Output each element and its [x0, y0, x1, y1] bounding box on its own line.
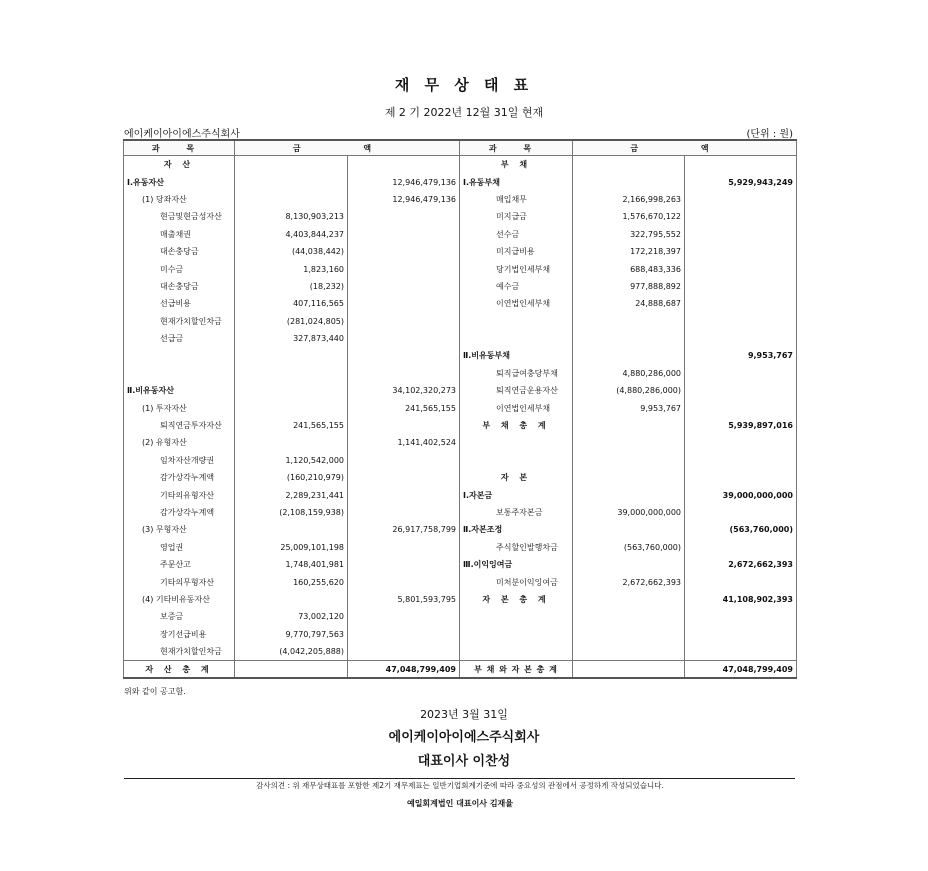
right-account-name — [460, 313, 573, 330]
right-detail-amount: 977,888,892 — [573, 278, 685, 295]
left-account-name — [124, 365, 235, 382]
left-account-name — [124, 347, 235, 364]
total-assets-value: 47,048,799,409 — [348, 661, 460, 679]
left-account-name: 보증금 — [124, 608, 235, 625]
right-detail-amount — [573, 556, 685, 573]
right-account-name: 퇴직연금운용자산 — [460, 382, 573, 399]
right-subtotal-amount: 2,672,662,393 — [685, 556, 797, 573]
table-row — [124, 173, 797, 190]
company-name: 에이케이아이에스주식회사 — [124, 129, 240, 140]
right-subtotal-amount — [685, 226, 797, 243]
right-account-name: 이연법인세부채 — [460, 399, 573, 416]
right-detail-amount: 4,880,286,000 — [573, 365, 685, 382]
right-subtotal-amount — [685, 573, 797, 590]
left-detail-amount: (281,024,805) — [235, 313, 348, 330]
right-account-name — [460, 452, 573, 469]
left-subtotal-amount — [348, 330, 460, 347]
left-detail-amount — [235, 521, 348, 538]
auditor-name: 예일회계법인 대표이사 김재율 — [406, 799, 514, 808]
total-assets-empty — [235, 661, 348, 679]
table-header-row — [124, 140, 797, 156]
left-subtotal-amount — [348, 208, 460, 225]
right-detail-amount — [573, 643, 685, 661]
right-subtotal-amount — [685, 156, 797, 174]
right-account-name: 주식할인발행차금 — [460, 539, 573, 556]
left-account-name: 주문산고 — [124, 556, 235, 573]
right-account-name: 예수금 — [460, 278, 573, 295]
total-assets-label: 자 산 총 계 — [124, 661, 235, 679]
left-subtotal-amount — [348, 313, 460, 330]
left-account-name: Ⅰ.유동자산 — [124, 173, 235, 190]
right-account-name: Ⅲ.이익잉여금 — [460, 556, 573, 573]
left-subtotal-amount — [348, 260, 460, 277]
left-account-name: 장기선급비용 — [124, 626, 235, 643]
left-subtotal-amount — [348, 469, 460, 486]
table-row — [124, 313, 797, 330]
right-account-name: 퇴직급여충당부채 — [460, 365, 573, 382]
publication-note: 위와 같이 공고함. — [124, 687, 186, 696]
header-left-amount: 금 액 — [235, 140, 460, 156]
left-subtotal-amount — [348, 295, 460, 312]
left-detail-amount — [235, 365, 348, 382]
table-row — [124, 382, 797, 399]
right-detail-amount — [573, 173, 685, 190]
table-row — [124, 469, 797, 486]
left-account-name: 대손충당금 — [124, 278, 235, 295]
left-account-name: 감가상각누계액 — [124, 469, 235, 486]
left-subtotal-amount: 12,946,479,136 — [348, 191, 460, 208]
left-account-name: (1) 투자자산 — [124, 399, 235, 416]
left-account-name: 매출채권 — [124, 226, 235, 243]
left-subtotal-amount — [348, 486, 460, 503]
left-detail-amount: 1,748,401,981 — [235, 556, 348, 573]
right-account-name: 선수금 — [460, 226, 573, 243]
table-row — [124, 452, 797, 469]
right-detail-amount: 172,218,397 — [573, 243, 685, 260]
right-subtotal-amount: 5,929,943,249 — [685, 173, 797, 190]
table-row — [124, 556, 797, 573]
left-detail-amount: 73,002,120 — [235, 608, 348, 625]
left-subtotal-amount — [348, 226, 460, 243]
right-account-name: 당기법인세부채 — [460, 260, 573, 277]
right-subtotal-amount: 41,108,902,393 — [685, 591, 797, 608]
period-subtitle: 제 2 기 2022년 12월 31일 현재 — [384, 106, 544, 119]
left-detail-amount: 2,289,231,441 — [235, 486, 348, 503]
left-detail-amount — [235, 382, 348, 399]
left-account-name: (3) 무형자산 — [124, 521, 235, 538]
table-row — [124, 643, 797, 661]
left-account-name: 기타의유형자산 — [124, 486, 235, 503]
right-detail-amount: 9,953,767 — [573, 399, 685, 416]
divider — [124, 778, 795, 779]
total-liab-equity-label: 부 채 와 자 본 총 계 — [460, 661, 573, 679]
left-detail-amount: 407,116,565 — [235, 295, 348, 312]
right-detail-amount: 1,576,670,122 — [573, 208, 685, 225]
left-account-name: 퇴직연금투자자산 — [124, 417, 235, 434]
left-subtotal-amount — [348, 452, 460, 469]
right-detail-amount — [573, 434, 685, 451]
left-account-name: (4) 기타비유동자산 — [124, 591, 235, 608]
right-subtotal-amount — [685, 469, 797, 486]
table-row — [124, 521, 797, 538]
publication-date: 2023년 3월 31일 — [420, 708, 508, 721]
left-detail-amount: 25,009,101,198 — [235, 539, 348, 556]
totals-row — [124, 661, 797, 679]
right-subtotal-amount — [685, 313, 797, 330]
left-account-name: 현금및현금성자산 — [124, 208, 235, 225]
right-subtotal-amount — [685, 399, 797, 416]
right-account-name: 자 본 총 계 — [460, 591, 573, 608]
right-detail-amount: 24,888,687 — [573, 295, 685, 312]
right-account-name: Ⅰ.유동부채 — [460, 173, 573, 190]
right-subtotal-amount — [685, 539, 797, 556]
left-detail-amount — [235, 347, 348, 364]
right-detail-amount: 322,795,552 — [573, 226, 685, 243]
right-subtotal-amount: 9,953,767 — [685, 347, 797, 364]
left-detail-amount — [235, 434, 348, 451]
left-detail-amount — [235, 156, 348, 174]
right-subtotal-amount — [685, 643, 797, 661]
table-row — [124, 608, 797, 625]
table-row — [124, 191, 797, 208]
left-detail-amount: 1,823,160 — [235, 260, 348, 277]
table-row — [124, 330, 797, 347]
right-account-name: 부 채 — [460, 156, 573, 174]
right-account-name: 미처분이익잉여금 — [460, 573, 573, 590]
left-subtotal-amount — [348, 556, 460, 573]
right-detail-amount — [573, 626, 685, 643]
right-detail-amount — [573, 591, 685, 608]
right-detail-amount — [573, 347, 685, 364]
left-account-name: 대손충당금 — [124, 243, 235, 260]
right-detail-amount — [573, 330, 685, 347]
right-account-name: 미지급금 — [460, 208, 573, 225]
right-subtotal-amount — [685, 626, 797, 643]
table-row — [124, 434, 797, 451]
left-subtotal-amount: 34,102,320,273 — [348, 382, 460, 399]
table-row — [124, 156, 797, 174]
left-account-name: 선급금 — [124, 330, 235, 347]
right-detail-amount — [573, 608, 685, 625]
left-detail-amount: (44,038,442) — [235, 243, 348, 260]
right-subtotal-amount — [685, 191, 797, 208]
audit-opinion: 감사의견 : 위 재무상태표를 포함한 제2기 재무제표는 일반기업회계기준에 따라 중요성의 관점에서 공정하게 작성되었습니다. — [256, 781, 664, 790]
header-right-amount: 금 액 — [573, 140, 797, 156]
left-detail-amount: (18,232) — [235, 278, 348, 295]
right-account-name — [460, 330, 573, 347]
table-row — [124, 573, 797, 590]
right-detail-amount: (4,880,286,000) — [573, 382, 685, 399]
left-subtotal-amount — [348, 539, 460, 556]
table-row — [124, 347, 797, 364]
left-account-name: (2) 유형자산 — [124, 434, 235, 451]
left-account-name: 미수금 — [124, 260, 235, 277]
right-detail-amount — [573, 156, 685, 174]
left-detail-amount: 1,120,542,000 — [235, 452, 348, 469]
right-subtotal-amount: 5,939,897,016 — [685, 417, 797, 434]
right-subtotal-amount: 39,000,000,000 — [685, 486, 797, 503]
left-subtotal-amount — [348, 643, 460, 661]
left-subtotal-amount: 241,565,155 — [348, 399, 460, 416]
table-row — [124, 486, 797, 503]
table-row — [124, 417, 797, 434]
right-subtotal-amount — [685, 295, 797, 312]
right-account-name — [460, 608, 573, 625]
right-detail-amount: 2,672,662,393 — [573, 573, 685, 590]
left-account-name: 선급비용 — [124, 295, 235, 312]
right-detail-amount: (563,760,000) — [573, 539, 685, 556]
right-detail-amount — [573, 469, 685, 486]
right-subtotal-amount — [685, 330, 797, 347]
balance-sheet-table — [123, 139, 797, 679]
signature-company: 에이케이아이에스주식회사 — [388, 730, 540, 745]
right-account-name: 보통주자본금 — [460, 504, 573, 521]
total-liab-equity-empty — [573, 661, 685, 679]
table-row — [124, 626, 797, 643]
right-account-name: 부 채 총 계 — [460, 417, 573, 434]
right-account-name — [460, 643, 573, 661]
left-detail-amount: 327,873,440 — [235, 330, 348, 347]
right-subtotal-amount — [685, 278, 797, 295]
table-row — [124, 260, 797, 277]
left-subtotal-amount — [348, 365, 460, 382]
header-right-account: 과 목 — [460, 140, 573, 156]
left-detail-amount: 9,770,797,563 — [235, 626, 348, 643]
table-row — [124, 591, 797, 608]
right-detail-amount — [573, 417, 685, 434]
left-detail-amount — [235, 173, 348, 190]
left-account-name: 자 산 — [124, 156, 235, 174]
right-detail-amount — [573, 486, 685, 503]
left-subtotal-amount: 26,917,758,799 — [348, 521, 460, 538]
left-detail-amount — [235, 399, 348, 416]
signature-representative: 대표이사 이찬성 — [417, 754, 511, 769]
left-subtotal-amount — [348, 347, 460, 364]
left-detail-amount: 4,403,844,237 — [235, 226, 348, 243]
right-subtotal-amount — [685, 434, 797, 451]
right-subtotal-amount: (563,760,000) — [685, 521, 797, 538]
header-left-account: 과 목 — [124, 140, 235, 156]
left-detail-amount: 241,565,155 — [235, 417, 348, 434]
table-row — [124, 208, 797, 225]
left-account-name: 영업권 — [124, 539, 235, 556]
right-detail-amount: 688,483,336 — [573, 260, 685, 277]
right-account-name: Ⅱ.자본조정 — [460, 521, 573, 538]
left-subtotal-amount — [348, 278, 460, 295]
right-subtotal-amount — [685, 608, 797, 625]
right-subtotal-amount — [685, 382, 797, 399]
left-detail-amount: (2,108,159,938) — [235, 504, 348, 521]
right-account-name: 이연법인세부채 — [460, 295, 573, 312]
left-subtotal-amount: 1,141,402,524 — [348, 434, 460, 451]
left-subtotal-amount: 12,946,479,136 — [348, 173, 460, 190]
left-subtotal-amount — [348, 243, 460, 260]
right-account-name: 미지급비용 — [460, 243, 573, 260]
left-account-name: (1) 당좌자산 — [124, 191, 235, 208]
left-detail-amount — [235, 191, 348, 208]
left-account-name: 임차자산개량권 — [124, 452, 235, 469]
left-subtotal-amount — [348, 504, 460, 521]
right-detail-amount — [573, 521, 685, 538]
right-account-name: Ⅰ.자본금 — [460, 486, 573, 503]
right-detail-amount: 39,000,000,000 — [573, 504, 685, 521]
left-account-name: 현재가치할인차금 — [124, 643, 235, 661]
left-subtotal-amount — [348, 156, 460, 174]
left-subtotal-amount: 5,801,593,795 — [348, 591, 460, 608]
right-subtotal-amount — [685, 260, 797, 277]
left-detail-amount: (160,210,979) — [235, 469, 348, 486]
unit-label: (단위 : 원) — [746, 129, 793, 140]
right-detail-amount — [573, 452, 685, 469]
table-row — [124, 226, 797, 243]
left-account-name: Ⅱ.비유동자산 — [124, 382, 235, 399]
left-account-name: 감가상각누계액 — [124, 504, 235, 521]
right-subtotal-amount — [685, 504, 797, 521]
total-liab-equity-value: 47,048,799,409 — [685, 661, 797, 679]
left-subtotal-amount — [348, 417, 460, 434]
table-row — [124, 539, 797, 556]
left-account-name: 현재가치할인차금 — [124, 313, 235, 330]
right-account-name: 매입채무 — [460, 191, 573, 208]
right-account-name — [460, 434, 573, 451]
left-detail-amount: (4,042,205,888) — [235, 643, 348, 661]
right-subtotal-amount — [685, 452, 797, 469]
left-detail-amount: 160,255,620 — [235, 573, 348, 590]
table-row — [124, 243, 797, 260]
right-subtotal-amount — [685, 208, 797, 225]
left-account-name: 기타의무형자산 — [124, 573, 235, 590]
left-subtotal-amount — [348, 608, 460, 625]
table-row — [124, 365, 797, 382]
left-detail-amount: 8,130,903,213 — [235, 208, 348, 225]
right-subtotal-amount — [685, 365, 797, 382]
left-subtotal-amount — [348, 573, 460, 590]
table-row — [124, 295, 797, 312]
right-subtotal-amount — [685, 243, 797, 260]
right-account-name: Ⅱ.비유동부채 — [460, 347, 573, 364]
document-title: 재 무 상 태 표 — [394, 76, 534, 94]
left-detail-amount — [235, 591, 348, 608]
left-subtotal-amount — [348, 626, 460, 643]
table-row — [124, 278, 797, 295]
table-row — [124, 504, 797, 521]
right-detail-amount: 2,166,998,263 — [573, 191, 685, 208]
right-account-name: 자 본 — [460, 469, 573, 486]
table-row — [124, 399, 797, 416]
right-detail-amount — [573, 313, 685, 330]
right-account-name — [460, 626, 573, 643]
